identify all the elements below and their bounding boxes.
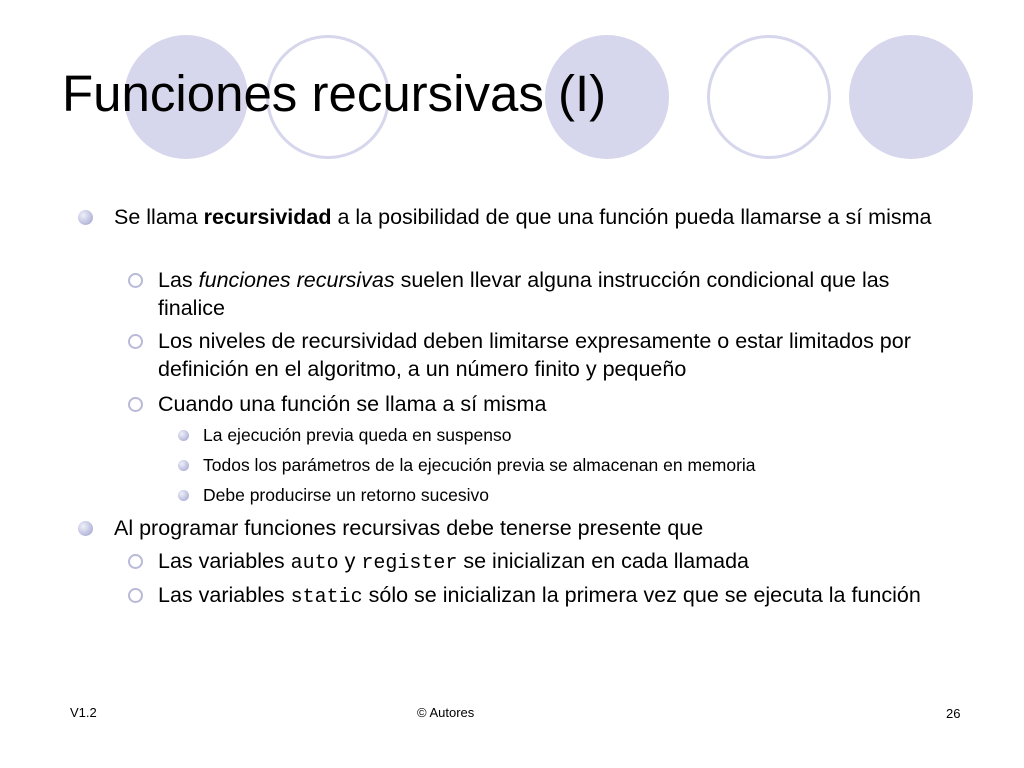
bullet-text-code: static	[290, 586, 363, 609]
footer-version: V1.2	[70, 705, 97, 720]
bullet-marker-level-3	[178, 490, 189, 501]
bullet-text: se inicializan en cada llamada	[457, 549, 750, 573]
bullet-marker-level-2	[128, 334, 143, 349]
bullet-text: sólo se inicializan la primera vez que se ejecuta la función	[362, 583, 921, 607]
bullet-text: Las	[158, 268, 199, 292]
bullet-text: Los niveles de recursividad deben limitarse expresamente o estar limitados por definición en el algoritmo, a un número finito y pequeño	[158, 329, 911, 381]
bullet-text-code: register	[361, 552, 458, 575]
bullet-level-3	[203, 454, 963, 476]
bullet-marker-level-3	[178, 430, 189, 441]
bullet-level-1	[114, 514, 934, 542]
bullet-marker-level-1	[78, 521, 93, 536]
bullet-level-2	[158, 266, 958, 322]
footer-authors: © Autores	[417, 705, 475, 720]
bullet-text: Debe producirse un retorno sucesivo	[203, 485, 489, 505]
bullet-level-2	[158, 327, 958, 383]
bullet-text-bold: recursividad	[203, 205, 332, 229]
bullet-marker-level-2	[128, 273, 143, 288]
bullet-text: Las variables	[158, 549, 291, 573]
bullet-marker-level-1	[78, 210, 93, 225]
bullet-marker-level-2	[128, 554, 143, 569]
bullet-text: Se llama	[114, 205, 204, 229]
bullet-level-3	[203, 484, 963, 506]
bullet-marker-level-3	[178, 460, 189, 471]
bullet-text: La ejecución previa queda en suspenso	[203, 425, 512, 445]
footer-page-number: 26	[946, 706, 961, 721]
bullet-text: a la posibilidad de que una función pueda llamarse a sí misma	[331, 205, 932, 229]
bullet-text: Al programar funciones recursivas debe tenerse presente que	[114, 516, 704, 540]
bullet-marker-level-2	[128, 397, 143, 412]
bullet-text: Todos los parámetros de la ejecución previa se almacenan en memoria	[203, 455, 756, 475]
bullet-level-2	[158, 581, 958, 612]
bullet-level-2	[158, 547, 958, 578]
bullet-text-code: auto	[290, 552, 339, 575]
bullet-level-2	[158, 390, 958, 418]
bullet-text: y	[338, 549, 362, 573]
bullet-marker-level-2	[128, 588, 143, 603]
bullet-text: Cuando una función se llama a sí misma	[158, 392, 547, 416]
slide-title: Funciones recursivas (I)	[62, 65, 607, 122]
bullet-text: Las variables	[158, 583, 291, 607]
bullet-level-1	[114, 203, 934, 231]
bullet-text-italic: funciones recursivas	[198, 268, 395, 292]
bullet-level-3	[203, 424, 963, 446]
bullet-text: suelen llevar alguna instrucción condicional que las finalice	[158, 268, 890, 320]
